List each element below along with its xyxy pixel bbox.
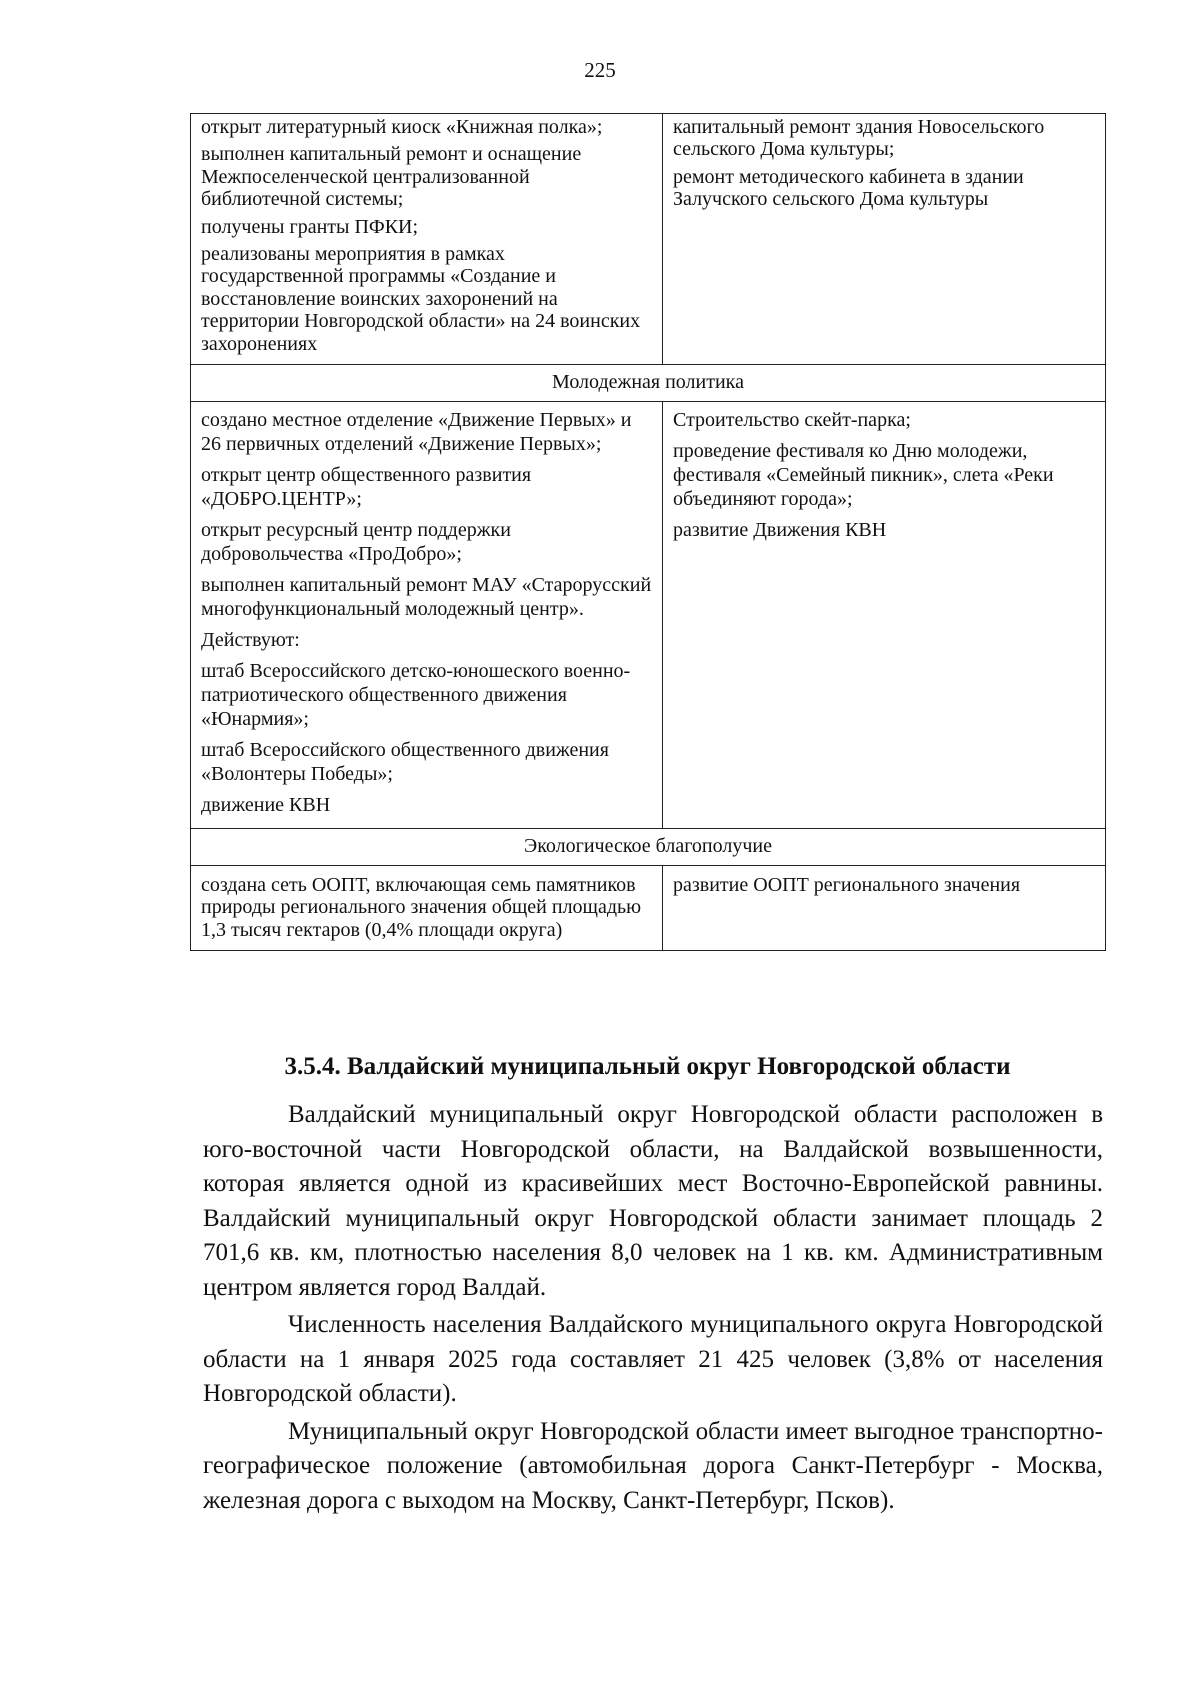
- paragraph: Численность населения Валдайского муниципального округа Новгородской области на 1 января 2025 года составляет 21 425 человек (3,8% от населения Новгородской области).: [203, 1311, 1103, 1407]
- table-row: [191, 114, 1106, 365]
- list-item: развитие ООПТ регионального значения: [673, 873, 1021, 896]
- list-item: проведение фестиваля ко Дню молодежи, фестиваля «Семейный пикник», слета «Реки объединяют города»;: [673, 439, 1054, 510]
- list-item: открыт центр общественного развития «ДОБРО.ЦЕНТР»;: [201, 463, 532, 510]
- list-item: создано местное отделение «Движение Первых» и 26 первичных отделений «Движение Первых»;: [201, 408, 632, 455]
- list-item: получены гранты ПФКИ;: [201, 215, 419, 238]
- list-item: реализованы мероприятия в рамках государственной программы «Создание и восстановление воинских захоронений на территории Новгородской области» на 24 воинских захоронениях: [201, 242, 641, 355]
- achievements-cell: [191, 865, 663, 950]
- list-item: открыт литературный киоск «Книжная полка»;: [201, 116, 603, 138]
- page-number: 225: [584, 58, 616, 82]
- paragraph: Муниципальный округ Новгородской области имеет выгодное транспортно-географическое положение (автомобильная дорога Санкт-Петербург - Москва, железная дорога с выходом на Москву, Санкт-Петербург, Псков).: [203, 1417, 1103, 1514]
- plans-cell: [663, 401, 1106, 828]
- list-item: выполнен капитальный ремонт и оснащение Межпоселенческой централизованной библиотечной системы;: [201, 143, 582, 211]
- section-title-ecology: Экологическое благополучие: [191, 828, 1106, 865]
- achievements-cell: [191, 114, 663, 365]
- body-text: [203, 1098, 1103, 1521]
- section-title-youth: Молодежная политика: [191, 364, 1106, 401]
- list-item: выполнен капитальный ремонт МАУ «Старорусский многофункциональный молодежный центр».: [201, 573, 652, 620]
- section-header-row: [191, 828, 1106, 865]
- list-item: открыт ресурсный центр поддержки добровольчества «ПроДобро»;: [201, 518, 511, 565]
- list-item: капитальный ремонт здания Новосельского сельского Дома культуры;: [673, 116, 1045, 161]
- section-heading: 3.5.4. Валдайский муниципальный округ Новгородской области: [284, 1053, 1011, 1080]
- table-row: [191, 401, 1106, 828]
- list-item: развитие Движения КВН: [673, 518, 887, 541]
- list-item: штаб Всероссийского общественного движения «Волонтеры Победы»;: [201, 738, 609, 785]
- table-row: [191, 865, 1106, 950]
- list-item: ремонт методического кабинета в здании Залучского сельского Дома культуры: [673, 165, 1024, 211]
- plans-cell: [663, 114, 1106, 365]
- list-item: движение КВН: [201, 793, 331, 816]
- measures-table: [190, 113, 1106, 951]
- list-item: создана сеть ООПТ, включающая семь памятников природы регионального значения общей площадью 1,3 тысяч гектаров (0,4% площади округа): [201, 873, 642, 941]
- achievements-cell: [191, 401, 663, 828]
- section-header-row: [191, 364, 1106, 401]
- list-item: Строительство скейт-парка;: [673, 408, 911, 431]
- paragraph: Валдайский муниципальный округ Новгородской области расположен в юго-восточной части Новгородской области, на Валдайской возвышенности, которая является одной из красивейших мест Восточно-Европейской равнины. Валдайский муниципальный округ Новгородской области занимает площадь 2 701,6 кв. км, плотностью населения 8,0 человек на 1 кв. км. Административным центром является город Валдай.: [203, 1101, 1103, 1301]
- plans-cell: [663, 865, 1106, 950]
- list-item: Действуют:: [201, 628, 300, 651]
- list-item: штаб Всероссийского детско-юношеского военно-патриотического общественного движения «Юнармия»;: [201, 659, 631, 730]
